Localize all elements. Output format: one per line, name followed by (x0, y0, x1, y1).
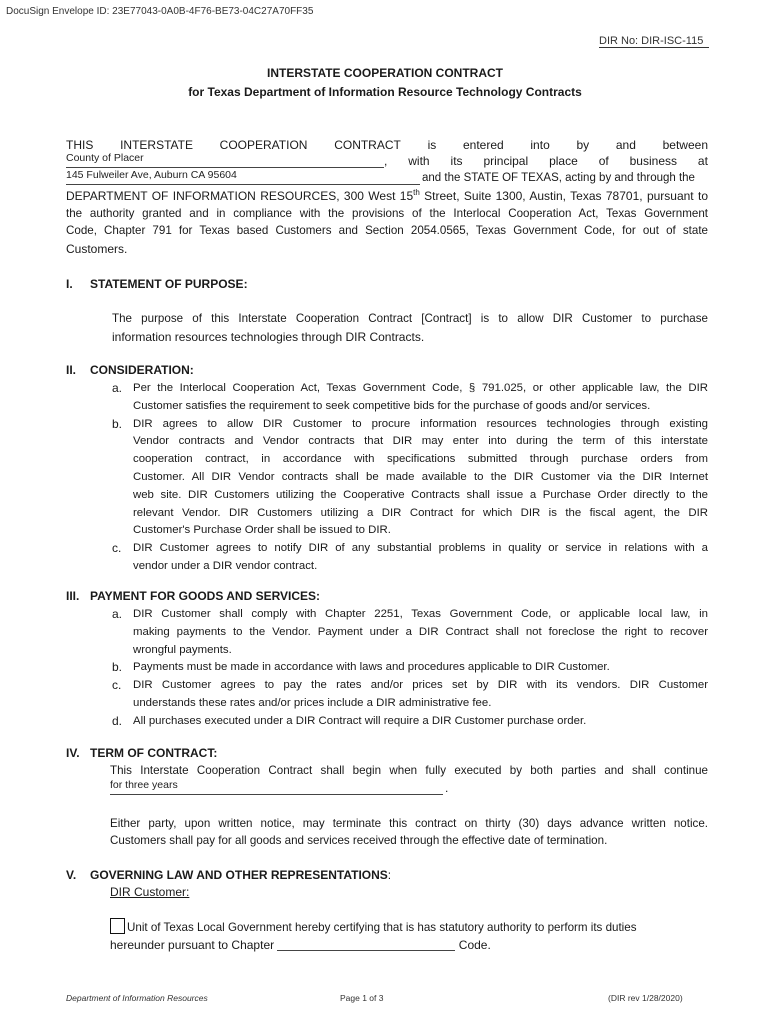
envelope-id: DocuSign Envelope ID: 23E77043-0A0B-4F76-BE73-04C27A70FF35 (6, 6, 314, 17)
customer-name-field[interactable]: County of Placer (66, 152, 384, 168)
local-government-option: Unit of Texas Local Government hereby certifying that is has statutory authority to perform its duties (110, 918, 710, 937)
payment-item-line: DIR Customer shall comply with Chapter 2251, Texas Government Code, or applicable local law, in (133, 608, 708, 620)
consideration-item-line: web site. DIR Customers utilizing the Cooperative Contracts shall issue a Purchase Order directly to the (133, 488, 708, 501)
section-1-heading: STATEMENT OF PURPOSE: (90, 277, 248, 291)
consideration-item-line: Vendor contracts and Vendor contracts that DIR may enter into during the term of this interstate (133, 435, 708, 448)
intro-word: into (530, 138, 550, 152)
term-line-1: This Interstate Cooperation Contract shall begin when fully executed by both parties and shall continue (110, 764, 708, 777)
local-government-checkbox[interactable] (110, 918, 125, 934)
payment-item-line: wrongful payments. (133, 643, 232, 656)
section-1-number: I. (66, 277, 73, 291)
section-5-number: V. (66, 868, 77, 882)
intro-line-4: DEPARTMENT OF INFORMATION RESOURCES, 300 West 15th Street, Suite 1300, Austin, Texas 78701, pursuant to (66, 188, 709, 203)
intro-word: between (662, 138, 708, 152)
payment-marker: d. (112, 713, 123, 728)
consideration-item-line: Customer satisfies the requirement to seek competitive bids for the purchase of goods and/or services. (133, 399, 651, 412)
intro-word: by (576, 138, 590, 152)
consideration-item-line: vendor under a DIR vendor contract. (133, 560, 318, 572)
intro-word: , (384, 154, 388, 168)
payment-marker: c. (112, 678, 122, 693)
intro-line-3-text: and the STATE OF TEXAS, acting by and through the (422, 172, 695, 184)
section-3-heading: PAYMENT FOR GOODS AND SERVICES: (90, 589, 321, 603)
payment-item-line: DIR Customer agrees to pay the rates and/or prices set by DIR with its vendors. DIR Customer (133, 679, 708, 692)
payment-item-line: All purchases executed under a DIR Contract will require a DIR Customer purchase order. (133, 714, 587, 727)
footer-revision: (DIR rev 1/28/2020) (608, 993, 683, 1003)
section-5-heading: GOVERNING LAW AND OTHER REPRESENTATIONS: (90, 868, 392, 882)
intro-line-2 (66, 152, 708, 170)
payment-item-line: Payments must be made in accordance with laws and procedures applicable to DIR Customer. (133, 661, 610, 674)
section-2-number: II. (66, 363, 77, 377)
document-title: INTERSTATE COOPERATION CONTRACT (267, 66, 503, 80)
intro-word: COOPERATION (219, 138, 308, 152)
customer-address-field[interactable]: 145 Fulweiler Ave, Auburn CA 95604 (66, 169, 420, 185)
intro-word: CONTRACT (334, 138, 401, 152)
intro-line-3 (66, 169, 708, 187)
term-length-field[interactable]: for three years (110, 779, 443, 795)
consideration-marker: a. (112, 381, 123, 395)
intro-line-6: Code, Chapter 791 for Texas based Customers and Section 2054.0565, Texas Government Code, for out of state (66, 224, 708, 237)
section-2-heading: CONSIDERATION: (90, 363, 194, 377)
intro-word: with (408, 154, 430, 168)
intro-word: and (615, 138, 636, 152)
footer-department: Department of Information Resources (66, 993, 208, 1003)
dir-customer-label: DIR Customer: (110, 885, 190, 899)
intro-word: THIS (66, 138, 94, 152)
termination-line-2: Customers shall pay for all goods and services received through the effective date of termination. (110, 834, 608, 847)
intro-word: entered (462, 138, 504, 152)
consideration-item-line: relevant Vendor. DIR Customers utilizing a DIR Contract for which DIR is the fiscal agent, the DIR (133, 506, 708, 519)
section-4-number: IV. (66, 746, 80, 760)
intro-word: principal (483, 154, 529, 168)
section-1-line-2: information resources technologies through DIR Contracts. (112, 330, 425, 344)
consideration-item-line: Customer's Purchase Order shall be issued to DIR. (133, 524, 391, 537)
chapter-field[interactable] (277, 938, 455, 951)
intro-word: is (427, 138, 437, 152)
payment-marker: b. (112, 660, 123, 675)
consideration-item-line: Per the Interlocal Cooperation Act, Texas Government Code, § 791.025, or other applicable law, the DIR (133, 382, 708, 394)
term-period: . (445, 781, 449, 795)
consideration-item-line: Customer. All DIR Vendor contracts shall be made available to the DIR Customer via the DIR Internet (133, 471, 708, 483)
footer-page-number: Page 1 of 3 (340, 993, 384, 1003)
consideration-item-line: DIR agrees to allow DIR Customer to procure information resources technologies through existing (133, 417, 708, 430)
consideration-item-line: DIR Customer agrees to notify DIR of any substantial problems in quality or service in relations with a (133, 542, 708, 555)
section-3-number: III. (66, 589, 80, 603)
intro-line-7: Customers. (66, 242, 128, 256)
intro-word: its (450, 154, 463, 168)
intro-word: of (598, 154, 609, 168)
chapter-line: hereunder pursuant to Chapter Code. (110, 938, 491, 952)
payment-item-line: making payments to the Vendor. Payment under a DIR Contract shall not foreclose the right to recover (133, 625, 708, 638)
payment-marker: a. (112, 607, 123, 621)
intro-word: place (549, 154, 578, 168)
termination-line-1: Either party, upon written notice, may terminate this contract on thirty (30) days advance written notice. (110, 817, 708, 830)
consideration-marker: b. (112, 416, 123, 431)
document-subtitle: for Texas Department of Information Resource Technology Contracts (188, 85, 582, 99)
section-4-heading: TERM OF CONTRACT: (90, 746, 218, 760)
intro-word: INTERSTATE (120, 138, 193, 152)
consideration-marker: c. (112, 541, 122, 556)
intro-line-5: the authority granted and in compliance with the provisions of the Interlocal Cooperation Act, Texas Government (66, 207, 708, 220)
payment-item-line: understands these rates and/or prices include a DIR administrative fee. (133, 697, 492, 709)
intro-word: business (629, 154, 677, 168)
intro-word: at (697, 154, 708, 168)
section-1-line-1: The purpose of this Interstate Cooperation Contract [Contract] is to allow DIR Customer to purchase (112, 312, 708, 325)
consideration-item-line: cooperation contract, in accordance with specifications submitted through purchase orders from (133, 453, 708, 466)
dir-number: DIR No: DIR-ISC-115 (599, 35, 709, 48)
